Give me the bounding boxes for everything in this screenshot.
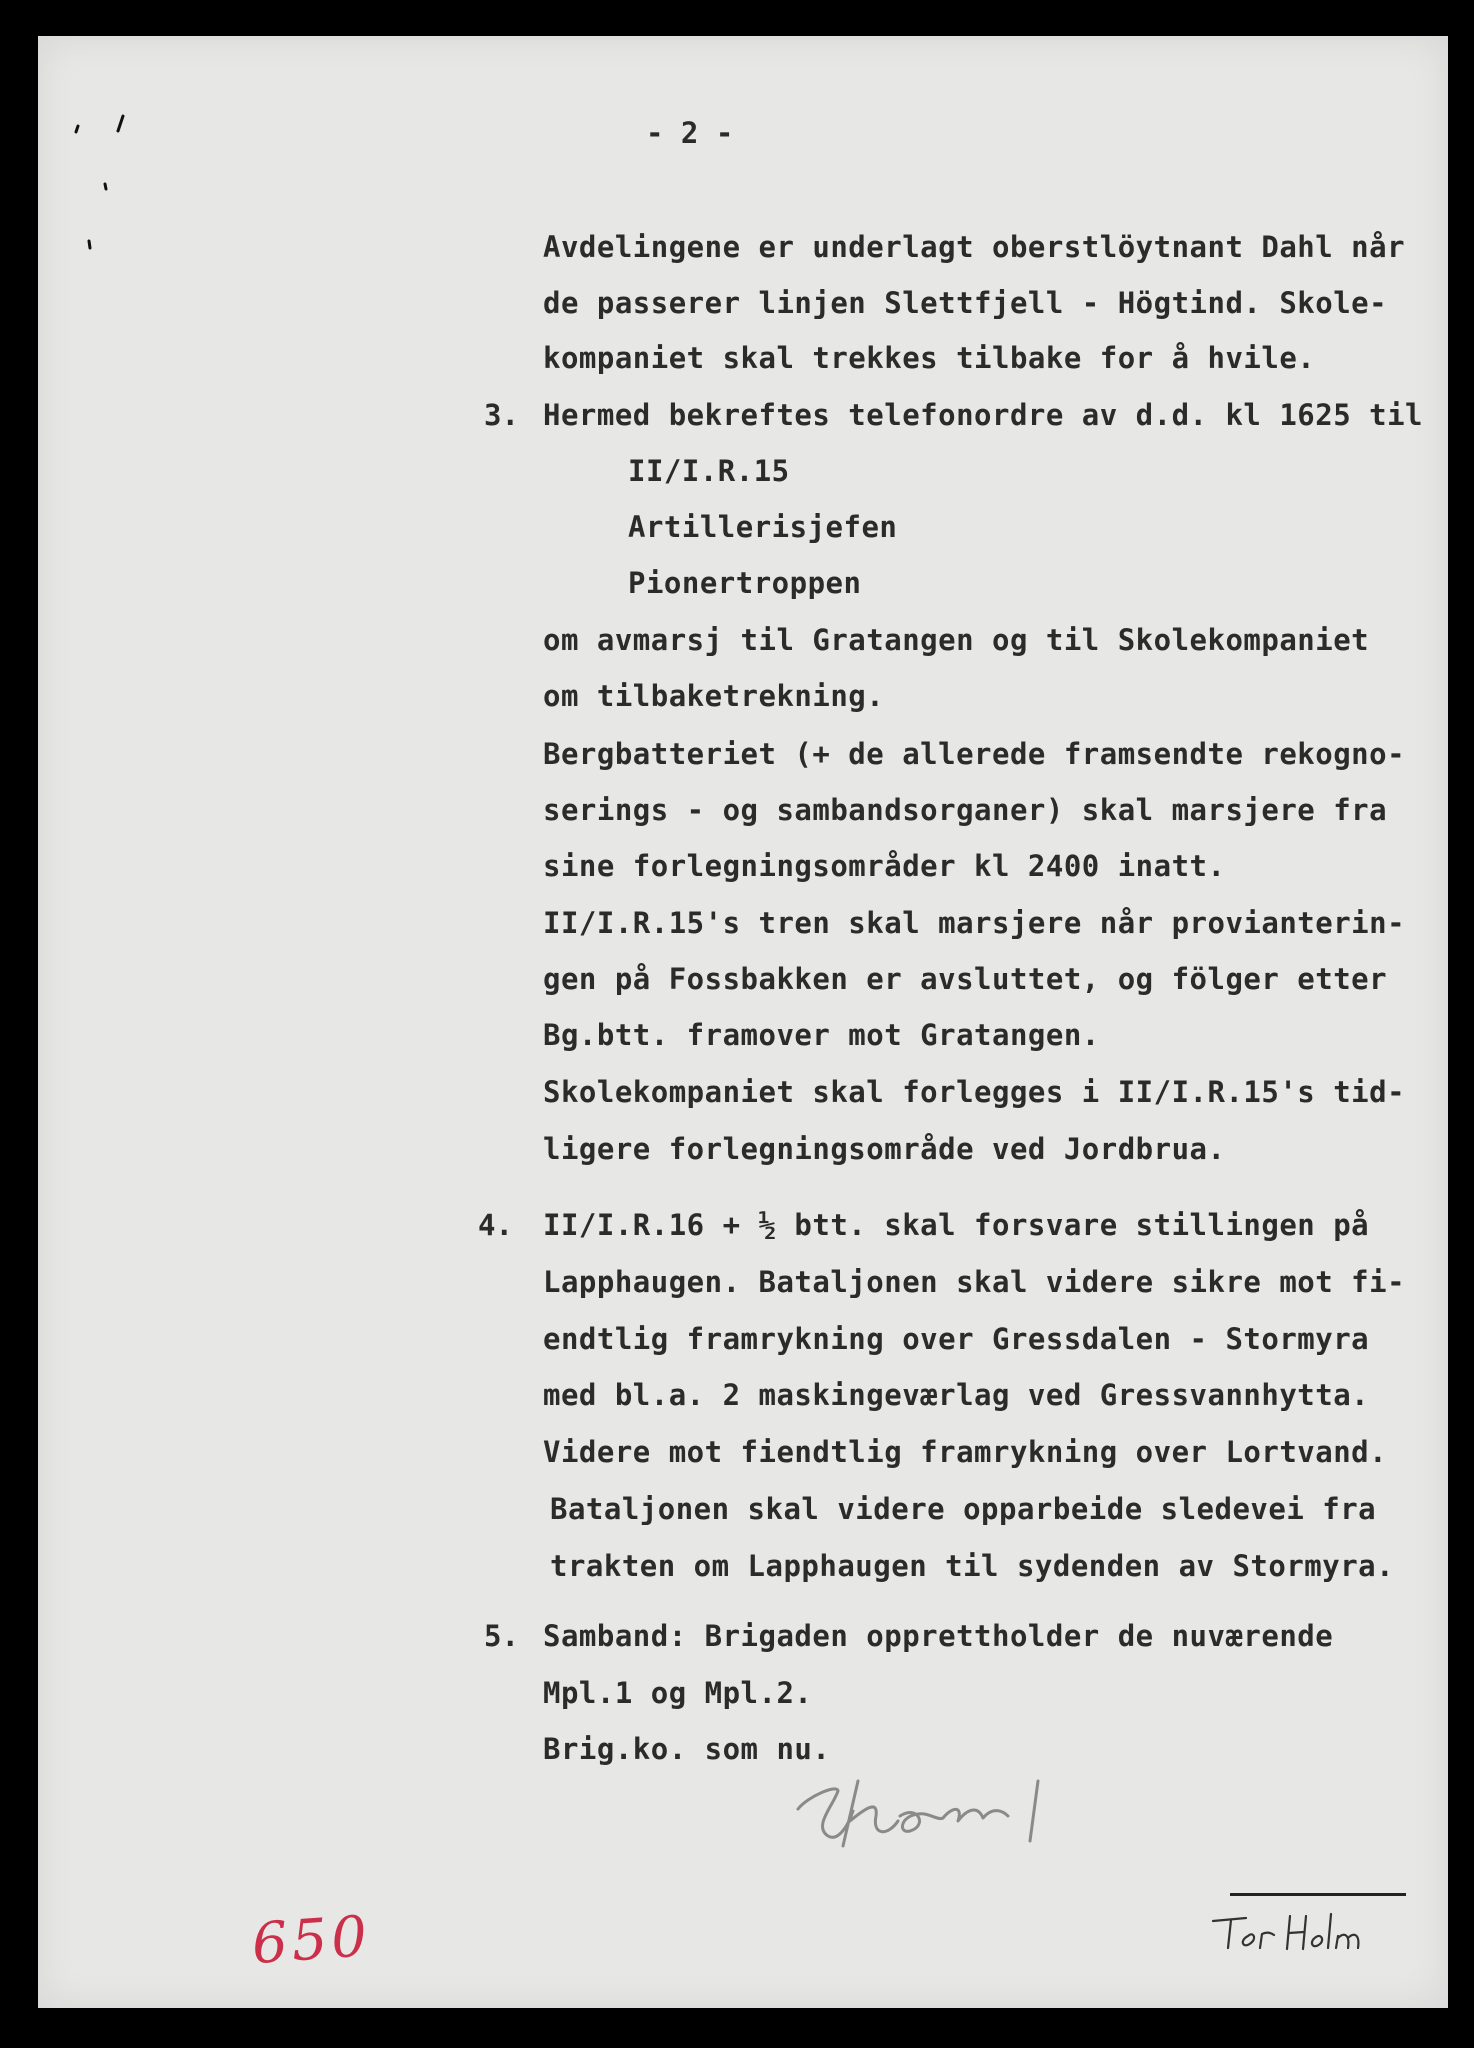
text-line: Avdelingene er underlagt oberstlöytnant Dahl når [543,230,1406,264]
text-line: med bl.a. 2 maskingeværlag ved Gressvannhytta. [543,1378,1370,1412]
text-line: Videre mot fiendtlig framrykning over Lortvand. [543,1435,1388,1469]
text-line: endtlig framrykning over Gressdalen - Stormyra [543,1322,1370,1356]
text-line: kompaniet skal trekkes tilbake for å hvile. [543,341,1316,375]
text-line: ligere forlegningsområde ved Jordbrua. [543,1132,1226,1166]
text-line: II/I.R.15's tren skal marsjere når provianterin- [543,906,1406,940]
addressee: II/I.R.15 [628,454,790,488]
text-line: de passerer linjen Slettfjell - Högtind. Skole- [543,286,1388,320]
text-line: Skolekompaniet skal forlegges i II/I.R.15's tid- [543,1075,1406,1109]
section-number: 5. [484,1619,519,1653]
section-number: 3. [484,398,519,432]
text-line: Lapphaugen. Bataljonen skal videre sikre mot fi- [543,1265,1406,1299]
text-line: serings - og sambandsorganer) skal marsjere fra [543,793,1388,827]
text-line: sine forlegningsområder kl 2400 inatt. [543,849,1226,883]
text-line: Bergbatteriet (+ de allerede framsendte rekogno- [543,737,1406,771]
text-line: Hermed bekreftes telefonordre av d.d. kl 1625 til [543,398,1424,432]
text-line: om tilbaketrekning. [543,679,885,713]
text-line: Bg.btt. framover mot Gratangen. [543,1018,1100,1052]
section-number: 4. [478,1208,513,1242]
document-page [38,36,1448,2008]
text-line: Bataljonen skal videre opparbeide sledevei fra [550,1492,1377,1526]
text-line: Samband: Brigaden opprettholder de nuværende [543,1619,1334,1653]
page-number: - 2 - [646,116,734,150]
addressee: Artillerisjefen [628,510,898,544]
text-line: Brig.ko. som nu. [543,1732,831,1766]
text-line: gen på Fossbakken er avsluttet, og fölger etter [543,962,1388,996]
text-line: II/I.R.16 + ½ btt. skal forsvare stillingen på [543,1208,1370,1242]
text-line: trakten om Lapphaugen til sydenden av Stormyra. [550,1549,1395,1583]
text-line: Mpl.1 og Mpl.2. [543,1676,813,1710]
margin-marks [38,36,1448,2008]
addressee: Pionertroppen [628,566,862,600]
text-line: om avmarsj til Gratangen og til Skolekompaniet [543,623,1370,657]
archive-stamp-number: 650 [249,1903,374,1978]
